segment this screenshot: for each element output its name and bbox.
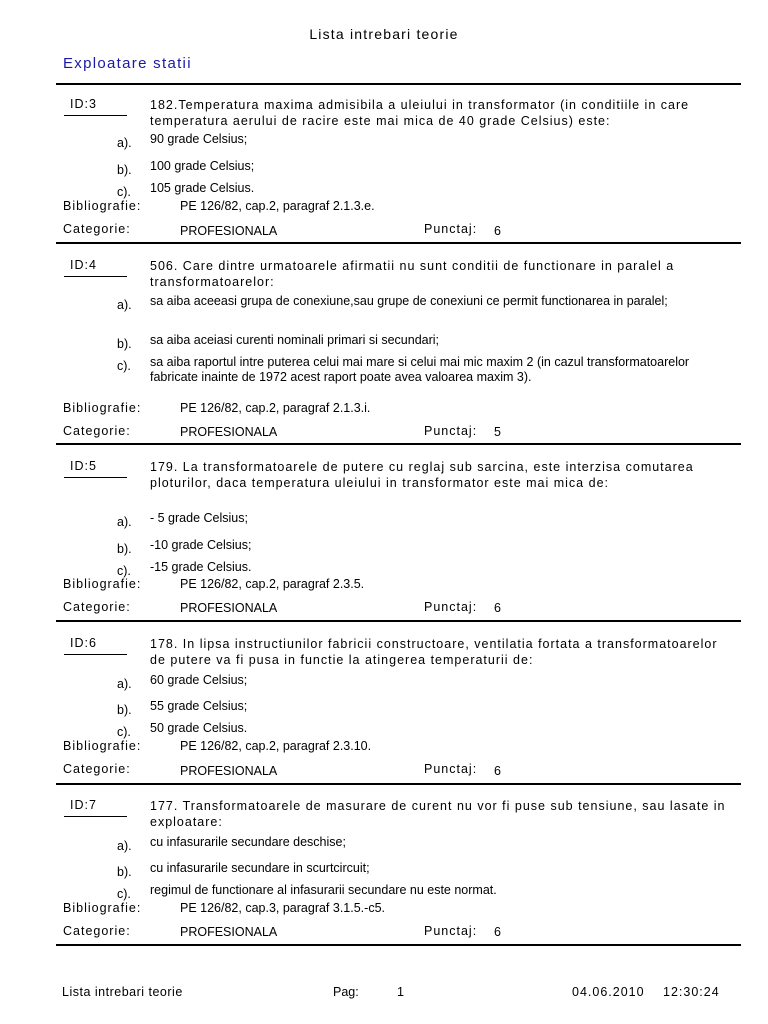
punctaj-value: 6	[494, 601, 501, 615]
divider	[56, 620, 741, 622]
footer-title: Lista intrebari teorie	[62, 985, 183, 999]
option-label: b).	[117, 865, 132, 879]
id-underline	[64, 477, 127, 478]
divider	[56, 83, 741, 85]
question-id: ID:4	[70, 258, 97, 272]
option-label: a).	[117, 515, 132, 529]
id-underline	[64, 816, 127, 817]
option-label: b).	[117, 703, 132, 717]
categorie-value: PROFESIONALA	[180, 601, 278, 615]
bibliografie-label: Bibliografie:	[63, 199, 142, 213]
divider	[56, 242, 741, 244]
divider	[56, 443, 741, 445]
footer-page-number: 1	[397, 985, 404, 999]
bibliografie-label: Bibliografie:	[63, 739, 142, 753]
punctaj-label: Punctaj:	[424, 600, 478, 614]
categorie-label: Categorie:	[63, 924, 131, 938]
bibliografie-value: PE 126/82, cap.2, paragraf 2.1.3.i.	[180, 401, 371, 415]
punctaj-value: 6	[494, 925, 501, 939]
option-text: -15 grade Celsius.	[150, 560, 252, 574]
footer-page-label: Pag:	[333, 985, 359, 999]
categorie-label: Categorie:	[63, 600, 131, 614]
option-label: b).	[117, 542, 132, 556]
question-id: ID:7	[70, 798, 97, 812]
option-label: b).	[117, 163, 132, 177]
option-label: a).	[117, 677, 132, 691]
question-id: ID:3	[70, 97, 97, 111]
option-text: cu infasurarile secundare deschise;	[150, 835, 346, 849]
categorie-value: PROFESIONALA	[180, 925, 278, 939]
option-text: - 5 grade Celsius;	[150, 511, 248, 525]
footer-date: 04.06.2010	[572, 985, 645, 999]
question-text: 182.Temperatura maxima admisibila a uleiului in transformator (in conditiile in care temperatura aerului de racire este mai mica de 40 grade Celsius) este:	[150, 98, 690, 128]
categorie-value: PROFESIONALA	[180, 425, 278, 439]
bibliografie-value: PE 126/82, cap.3, paragraf 3.1.5.-c5.	[180, 901, 385, 915]
question-text: 179. La transformatoarele de putere cu reglaj sub sarcina, este interzisa comutarea ploturilor, daca temperatura uleiului in transformator este mai mica de:	[150, 460, 694, 490]
option-text: 90 grade Celsius;	[150, 132, 248, 146]
section-title: Exploatare statii	[63, 55, 192, 72]
id-underline	[64, 276, 127, 277]
option-text: sa aiba aceeasi grupa de conexiune,sau grupe de conexiuni ce permit functionarea in paralel;	[150, 294, 668, 308]
id-underline	[64, 115, 127, 116]
categorie-label: Categorie:	[63, 424, 131, 438]
question-id: ID:5	[70, 459, 97, 473]
bibliografie-label: Bibliografie:	[63, 577, 142, 591]
option-label: c).	[117, 359, 131, 373]
bibliografie-label: Bibliografie:	[63, 401, 142, 415]
option-text: 100 grade Celsius;	[150, 159, 255, 173]
option-text: sa aiba aceiasi curenti nominali primari si secundari;	[150, 333, 440, 347]
categorie-value: PROFESIONALA	[180, 224, 278, 238]
option-label: c).	[117, 887, 131, 901]
divider	[56, 783, 741, 785]
option-label: a).	[117, 298, 132, 312]
punctaj-value: 6	[494, 224, 501, 238]
bibliografie-value: PE 126/82, cap.2, paragraf 2.3.10.	[180, 739, 372, 753]
question-id: ID:6	[70, 636, 97, 650]
option-text: cu infasurarile secundare in scurtcircuit;	[150, 861, 370, 875]
punctaj-label: Punctaj:	[424, 222, 478, 236]
bibliografie-value: PE 126/82, cap.2, paragraf 2.1.3.e.	[180, 199, 375, 213]
punctaj-label: Punctaj:	[424, 424, 478, 438]
option-text: 60 grade Celsius;	[150, 673, 248, 687]
option-label: c).	[117, 725, 131, 739]
option-label: a).	[117, 839, 132, 853]
punctaj-value: 5	[494, 425, 501, 439]
bibliografie-value: PE 126/82, cap.2, paragraf 2.3.5.	[180, 577, 365, 591]
question-text: 178. In lipsa instructiunilor fabricii constructoare, ventilatia fortata a transformatoarelor de putere va fi pusa in functie la atingerea temperaturii de:	[150, 637, 718, 667]
question-text: 177. Transformatoarele de masurare de curent nu vor fi puse sub tensiune, sau lasate in exploatare:	[150, 799, 726, 829]
categorie-value: PROFESIONALA	[180, 764, 278, 778]
option-text: regimul de functionare al infasurarii secundare nu este normat.	[150, 883, 497, 897]
option-label: c).	[117, 185, 131, 199]
footer-time: 12:30:24	[663, 985, 720, 999]
punctaj-value: 6	[494, 764, 501, 778]
option-text: -10 grade Celsius;	[150, 538, 252, 552]
option-label: b).	[117, 337, 132, 351]
categorie-label: Categorie:	[63, 762, 131, 776]
divider	[56, 944, 741, 946]
id-underline	[64, 654, 127, 655]
option-text: 55 grade Celsius;	[150, 699, 248, 713]
question-text: 506. Care dintre urmatoarele afirmatii nu sunt conditii de functionare in paralel a transformatoarelor:	[150, 259, 675, 289]
punctaj-label: Punctaj:	[424, 924, 478, 938]
page-title: Lista intrebari teorie	[309, 26, 459, 42]
punctaj-label: Punctaj:	[424, 762, 478, 776]
option-text: 50 grade Celsius.	[150, 721, 248, 735]
categorie-label: Categorie:	[63, 222, 131, 236]
option-text: sa aiba raportul intre puterea celui mai mare si celui mai mic maxim 2 (in cazul transformatoarelor fabricate inainte de 1972 acest raport poate avea valoarea maxim 3).	[150, 355, 690, 384]
bibliografie-label: Bibliografie:	[63, 901, 142, 915]
option-label: a).	[117, 136, 132, 150]
option-text: 105 grade Celsius.	[150, 181, 255, 195]
option-label: c).	[117, 564, 131, 578]
